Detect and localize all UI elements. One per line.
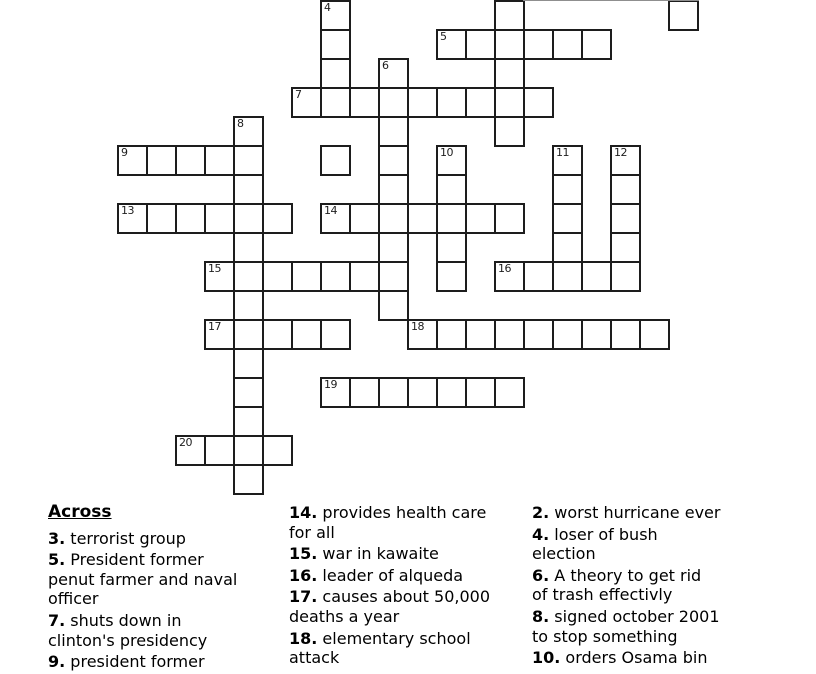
cell-number: 19 xyxy=(324,378,337,391)
clue-number: 17. xyxy=(289,587,318,607)
cell-number: 7 xyxy=(295,88,302,101)
clue-17: 17. causes about 50,000 deaths a year xyxy=(289,587,527,626)
clue-number: 4. xyxy=(532,524,550,544)
clue-9: 9. president former xyxy=(48,652,205,672)
cell-number: 5 xyxy=(440,30,447,43)
clue-text-line: penut farmer and naval xyxy=(48,569,238,589)
clue-number: 8. xyxy=(532,606,550,626)
cell-number: 10 xyxy=(440,146,453,159)
clue-6: 6. A theory to get rid of trash effectivly xyxy=(532,566,807,605)
clue-text-line: deaths a year xyxy=(289,606,400,626)
clue-7: 7. shuts down in clinton's presidency xyxy=(48,611,286,650)
clue-number: 7. xyxy=(48,610,66,630)
cell-number: 11 xyxy=(556,146,569,159)
cell-number: 14 xyxy=(324,204,337,217)
across-header: Across xyxy=(48,502,112,522)
clue-16: 16. leader of alqueda xyxy=(289,565,464,585)
clue-5: 5. President former penut farmer and naval officer xyxy=(48,550,286,609)
clue-number: 3. xyxy=(48,528,66,548)
cell-number: 8 xyxy=(237,117,244,130)
clue-text-line: clinton's presidency xyxy=(48,630,208,650)
clue-text-line: attack xyxy=(289,648,340,668)
clue-number: 10. xyxy=(532,648,561,668)
clue-text-line: of trash effectivly xyxy=(532,585,673,605)
clue-text-line: for all xyxy=(289,522,335,542)
clue-3: 3. terrorist group xyxy=(48,528,186,548)
clue-number: 2. xyxy=(532,503,550,522)
clue-number: 18. xyxy=(289,628,318,648)
clue-number: 9. xyxy=(48,652,66,672)
clue-15: 15. war in kawaite xyxy=(289,544,439,564)
clue-number: 14. xyxy=(289,503,318,522)
clue-number: 5. xyxy=(48,550,66,570)
clue-8: 8. signed october 2001 to stop something xyxy=(532,607,807,646)
clue-number: 16. xyxy=(289,565,318,585)
clue-text-line: to stop something xyxy=(532,626,678,646)
cell-number: 18 xyxy=(411,320,424,333)
cell-number: 15 xyxy=(208,262,221,275)
cell-number: 12 xyxy=(614,146,627,159)
clue-14: 14. provides health care for all xyxy=(289,503,527,542)
clue-text-line: election xyxy=(532,544,596,564)
cell-number: 9 xyxy=(121,146,128,159)
cell-number: 4 xyxy=(324,1,331,14)
clue-column xyxy=(48,503,286,674)
clue-text-line: officer xyxy=(48,589,99,609)
clue-column xyxy=(532,503,807,670)
cell-number: 13 xyxy=(121,204,134,217)
cell-number: 6 xyxy=(382,59,389,72)
clue-column xyxy=(289,503,527,670)
cell-number: 20 xyxy=(179,436,192,449)
clue-4: 4. loser of bush election xyxy=(532,525,807,564)
clue-number: 15. xyxy=(289,544,318,564)
clue-18: 18. elementary school attack xyxy=(289,629,527,668)
clue-number: 6. xyxy=(532,565,550,585)
clue-2: 2. worst hurricane ever xyxy=(532,503,721,522)
clue-10: 10. orders Osama bin xyxy=(532,648,708,668)
cell-number: 16 xyxy=(498,262,511,275)
cell-number: 17 xyxy=(208,320,221,333)
